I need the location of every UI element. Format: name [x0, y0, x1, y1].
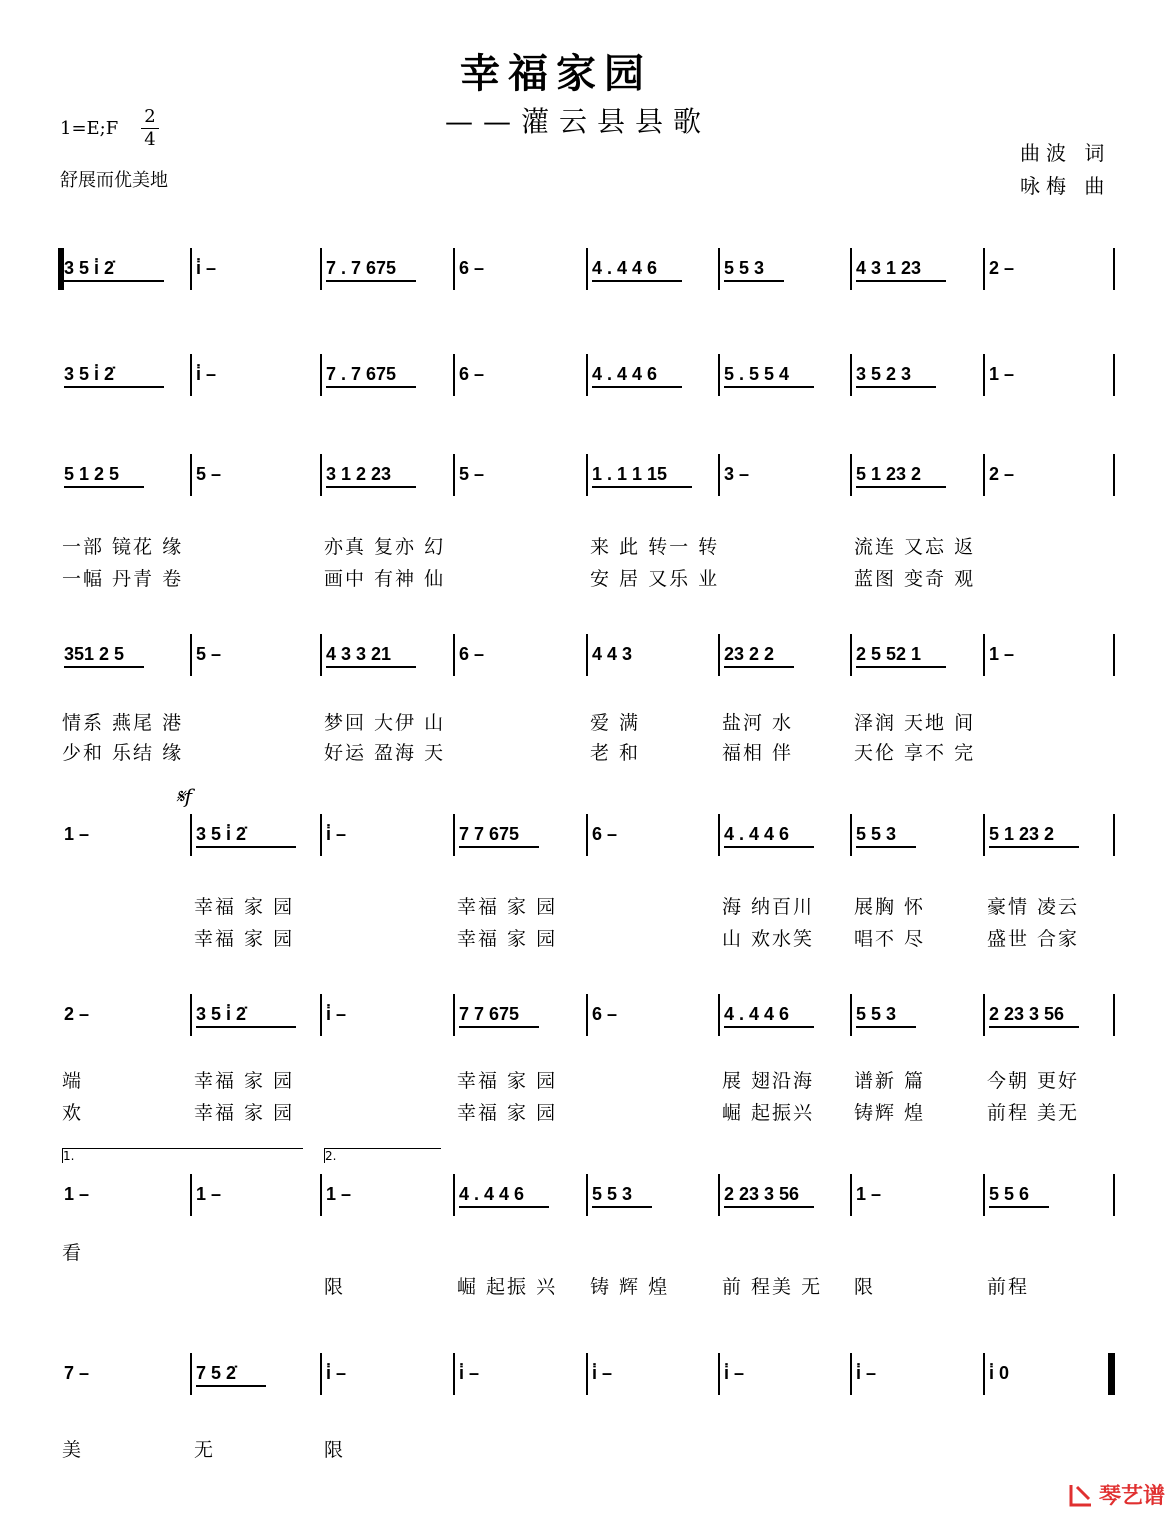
measure-notes: 6 –: [459, 644, 485, 664]
barline: [983, 354, 985, 396]
barline: [850, 1353, 852, 1395]
measure-notes: 6 –: [459, 258, 485, 278]
measure-notes: 4 . 4 4 6: [592, 258, 658, 278]
measure-notes: 4 . 4 4 6: [724, 824, 790, 844]
barline: [190, 814, 192, 856]
lyric-segment: 海 纳百川: [722, 896, 815, 918]
volta-second-ending: [324, 1148, 441, 1163]
measure-notes: 4 . 4 4 6: [724, 1004, 790, 1024]
lyric-segment: 老 和: [590, 742, 641, 764]
beam-line: [989, 1026, 1079, 1028]
barline: [850, 248, 852, 290]
lyric-segment: 爱 满: [590, 712, 641, 734]
lyric-segment: 安 居 又乐 业: [590, 568, 720, 590]
song-title: 幸福家园: [460, 50, 652, 97]
measure-notes: i̇ –: [326, 824, 347, 844]
barline: [190, 1174, 192, 1216]
song-subtitle: ——灌云县县歌: [445, 105, 712, 138]
tempo-marking: 舒展而优美地: [60, 170, 168, 191]
barline: [586, 1174, 588, 1216]
lyric-segment: 一部 镜花 缘: [62, 536, 184, 558]
beam-line: [724, 386, 814, 388]
measure-notes: 1 . 1 1 15: [592, 464, 668, 484]
barline: [453, 994, 455, 1036]
measure-notes: 1 –: [196, 1184, 222, 1204]
barline: [718, 1353, 720, 1395]
barline: [586, 814, 588, 856]
volta-2-label: 2.: [325, 1149, 337, 1163]
measure-notes: i̇ –: [196, 364, 217, 384]
barline: [320, 1174, 322, 1216]
lyric-segment: 唱不 尽: [854, 928, 926, 950]
lyric-segment: 天伦 享不 完: [854, 742, 976, 764]
lyric-segment: 豪情 凌云: [987, 896, 1080, 918]
measure-notes: 5 1 23 2: [989, 824, 1055, 844]
beam-line: [724, 666, 794, 668]
beam-line: [64, 666, 144, 668]
measure-notes: 6 –: [592, 1004, 618, 1024]
beam-line: [856, 666, 946, 668]
beam-line: [326, 386, 416, 388]
beam-line: [326, 486, 416, 488]
beam-line: [856, 846, 916, 848]
segno-dynamic: 𝄋f: [176, 784, 193, 808]
barline: [983, 248, 985, 290]
measure-notes: i̇ 0: [989, 1363, 1010, 1383]
barline: [850, 994, 852, 1036]
beam-line: [592, 280, 682, 282]
lyric-segment: 梦回 大伊 山: [324, 712, 446, 734]
lyric-segment: 盐河 水: [722, 712, 794, 734]
barline: [320, 1353, 322, 1395]
barline: [850, 814, 852, 856]
lyric-segment: 看: [62, 1242, 84, 1264]
measure-notes: 1 –: [989, 364, 1015, 384]
dynamic-mark: f: [184, 784, 193, 808]
lyric-segment: 铸辉 煌: [854, 1102, 926, 1124]
barline: [983, 634, 985, 676]
composer-credit: 咏梅 曲: [1020, 174, 1111, 198]
measure-notes: 3 1 2 23: [326, 464, 392, 484]
barline: [453, 814, 455, 856]
measure-notes: 4 3 1 23: [856, 258, 922, 278]
lyric-segment: 福相 伴: [722, 742, 794, 764]
measure-notes: 4 4 3: [592, 644, 633, 664]
lyric-segment: 幸福 家 园: [194, 1070, 295, 1092]
barline: [718, 994, 720, 1036]
beam-line: [196, 1385, 266, 1387]
measure-notes: 5 –: [196, 464, 222, 484]
barline: [1113, 454, 1115, 496]
time-denominator: 4: [144, 129, 156, 150]
barline: [983, 994, 985, 1036]
beam-line: [64, 280, 164, 282]
beam-line: [326, 280, 416, 282]
measure-notes: 2 23 3 56: [724, 1184, 800, 1204]
measure-notes: 5 . 5 5 4: [724, 364, 790, 384]
barline: [983, 454, 985, 496]
beam-line: [459, 1206, 549, 1208]
measure-notes: i̇ –: [856, 1363, 877, 1383]
measure-notes: 1 –: [64, 1184, 90, 1204]
volta-first-ending: [62, 1148, 303, 1163]
measure-notes: 5 –: [459, 464, 485, 484]
lyric-segment: 流连 又忘 返: [854, 536, 976, 558]
barline: [453, 454, 455, 496]
beam-line: [989, 1206, 1049, 1208]
barline: [190, 1353, 192, 1395]
measure-notes: 1 –: [856, 1184, 882, 1204]
measure-notes: 7 5 2̇: [196, 1363, 237, 1383]
lyric-segment: 铸 辉 煌: [590, 1276, 670, 1298]
barline: [586, 354, 588, 396]
beam-line: [592, 486, 692, 488]
lyric-segment: 幸福 家 园: [194, 928, 295, 950]
logo-icon: [1067, 1481, 1095, 1509]
measure-notes: 5 5 3: [856, 824, 897, 844]
lyric-segment: 蓝图 变奇 观: [854, 568, 976, 590]
beam-line: [724, 280, 784, 282]
lyric-segment: 来 此 转一 转: [590, 536, 720, 558]
lyric-segment: 无: [194, 1439, 216, 1461]
lyric-segment: 幸福 家 园: [457, 1102, 558, 1124]
measure-notes: 7 –: [64, 1363, 90, 1383]
lyric-segment: 一幅 丹青 卷: [62, 568, 184, 590]
lyric-segment: 端: [62, 1070, 84, 1092]
lyric-segment: 崛 起振 兴: [457, 1276, 558, 1298]
measure-notes: 5 5 3: [856, 1004, 897, 1024]
measure-notes: 2 –: [989, 464, 1015, 484]
repeat-start-sign: [60, 248, 64, 290]
measure-notes: 2 23 3 56: [989, 1004, 1065, 1024]
measure-notes: 1 –: [64, 824, 90, 844]
barline: [850, 1174, 852, 1216]
beam-line: [856, 280, 946, 282]
barline: [320, 248, 322, 290]
beam-line: [326, 666, 416, 668]
measure-notes: 5 1 2 5: [64, 464, 120, 484]
barline: [190, 354, 192, 396]
barline: [586, 1353, 588, 1395]
lyric-segment: 今朝 更好: [987, 1070, 1080, 1092]
barline: [850, 354, 852, 396]
barline: [320, 454, 322, 496]
barline: [453, 248, 455, 290]
volta-1-label: 1.: [63, 1149, 75, 1163]
barline: [320, 814, 322, 856]
barline: [1113, 354, 1115, 396]
measure-notes: 1 –: [326, 1184, 352, 1204]
lyric-segment: 好运 盈海 天: [324, 742, 446, 764]
beam-line: [64, 386, 164, 388]
barline: [1113, 1353, 1115, 1395]
beam-line: [724, 1206, 814, 1208]
barline: [1113, 634, 1115, 676]
lyric-segment: 限: [324, 1276, 346, 1298]
measure-notes: 5 5 3: [724, 258, 765, 278]
beam-line: [856, 386, 936, 388]
measure-notes: 2 5 52 1: [856, 644, 922, 664]
barline: [190, 454, 192, 496]
measure-notes: 3 –: [724, 464, 750, 484]
barline: [320, 634, 322, 676]
measure-notes: 3 5 2 3: [856, 364, 912, 384]
lyric-segment: 幸福 家 园: [457, 1070, 558, 1092]
lyric-segment: 亦真 复亦 幻: [324, 536, 446, 558]
barline: [320, 354, 322, 396]
lyric-segment: 欢: [62, 1102, 84, 1124]
barline: [453, 634, 455, 676]
lyric-segment: 幸福 家 园: [457, 928, 558, 950]
barline: [983, 1174, 985, 1216]
measure-notes: i̇ –: [724, 1363, 745, 1383]
lyric-segment: 幸福 家 园: [194, 1102, 295, 1124]
measure-notes: 7 7 675: [459, 824, 520, 844]
barline: [718, 814, 720, 856]
beam-line: [989, 846, 1079, 848]
beam-line: [592, 1206, 652, 1208]
measure-notes: 5 5 6: [989, 1184, 1030, 1204]
barline: [718, 248, 720, 290]
beam-line: [64, 486, 144, 488]
beam-line: [196, 846, 296, 848]
measure-notes: i̇ –: [592, 1363, 613, 1383]
lyric-segment: 限: [854, 1276, 876, 1298]
beam-line: [459, 846, 539, 848]
beam-line: [856, 486, 946, 488]
measure-notes: 23 2 2: [724, 644, 775, 664]
measure-notes: i̇ –: [326, 1004, 347, 1024]
barline: [586, 454, 588, 496]
time-numerator: 2: [144, 106, 156, 127]
lyric-segment: 幸福 家 园: [457, 896, 558, 918]
lyric-segment: 画中 有神 仙: [324, 568, 446, 590]
lyric-segment: 崛 起振兴: [722, 1102, 815, 1124]
lyric-segment: 盛世 合家: [987, 928, 1080, 950]
lyric-segment: 展胸 怀: [854, 896, 926, 918]
key-label: 1=E;F: [60, 118, 119, 139]
barline: [983, 814, 985, 856]
beam-line: [459, 1026, 539, 1028]
measure-notes: 1 –: [989, 644, 1015, 664]
barline: [586, 248, 588, 290]
beam-line: [724, 1026, 814, 1028]
barline: [453, 354, 455, 396]
barline: [1113, 814, 1115, 856]
measure-notes: 3 5 i̇ 2̇: [64, 364, 115, 384]
measure-notes: i̇ –: [196, 258, 217, 278]
measure-notes: 6 –: [459, 364, 485, 384]
measure-notes: 3 5 i̇ 2̇: [196, 1004, 247, 1024]
barline: [850, 454, 852, 496]
measure-notes: 7 7 675: [459, 1004, 520, 1024]
measure-notes: 4 . 4 4 6: [592, 364, 658, 384]
barline: [718, 354, 720, 396]
lyric-segment: 山 欢水笑: [722, 928, 815, 950]
measure-notes: 6 –: [592, 824, 618, 844]
lyric-segment: 幸福 家 园: [194, 896, 295, 918]
barline: [718, 454, 720, 496]
measure-notes: 3 5 i̇ 2̇: [196, 824, 247, 844]
measure-notes: 7 . 7 675: [326, 364, 397, 384]
lyric-segment: 展 翅沿海: [722, 1070, 815, 1092]
lyric-segment: 前 程美 无: [722, 1276, 823, 1298]
site-logo: [1067, 1479, 1165, 1510]
lyric-segment: 美: [62, 1439, 84, 1461]
barline: [453, 1353, 455, 1395]
barline: [983, 1353, 985, 1395]
measure-notes: 5 5 3: [592, 1184, 633, 1204]
barline: [850, 634, 852, 676]
measure-notes: 4 . 4 4 6: [459, 1184, 525, 1204]
barline: [718, 634, 720, 676]
logo-text: 琴艺谱: [1098, 1484, 1165, 1509]
measure-notes: 351 2 5: [64, 644, 125, 664]
beam-line: [592, 386, 682, 388]
barline: [1113, 1174, 1115, 1216]
measure-notes: i̇ –: [459, 1363, 480, 1383]
beam-line: [196, 1026, 296, 1028]
lyric-segment: 前程: [987, 1276, 1030, 1298]
barline: [453, 1174, 455, 1216]
lyric-segment: 限: [324, 1439, 346, 1461]
barline: [190, 634, 192, 676]
barline: [586, 634, 588, 676]
measure-notes: i̇ –: [326, 1363, 347, 1383]
measure-notes: 4 3 3 21: [326, 644, 392, 664]
measure-notes: 3 5 i̇ 2̇: [64, 258, 115, 278]
barline: [190, 248, 192, 290]
lyric-segment: 前程 美无: [987, 1102, 1080, 1124]
barline: [1113, 994, 1115, 1036]
measure-notes: 2 –: [989, 258, 1015, 278]
final-barline: [1108, 1353, 1113, 1395]
lyric-segment: 泽润 天地 间: [854, 712, 976, 734]
lyric-segment: 谱新 篇: [854, 1070, 926, 1092]
measure-notes: 5 –: [196, 644, 222, 664]
measure-notes: 5 1 23 2: [856, 464, 922, 484]
lyric-segment: 少和 乐结 缘: [62, 742, 184, 764]
lyric-segment: 情系 燕尾 港: [62, 712, 184, 734]
measure-notes: 7 . 7 675: [326, 258, 397, 278]
beam-line: [724, 846, 814, 848]
lyricist-credit: 曲波 词: [1020, 141, 1111, 165]
barline: [190, 994, 192, 1036]
barline: [320, 994, 322, 1036]
barline: [718, 1174, 720, 1216]
barline: [1113, 248, 1115, 290]
beam-line: [856, 1026, 916, 1028]
barline: [586, 994, 588, 1036]
measure-notes: 2 –: [64, 1004, 90, 1024]
